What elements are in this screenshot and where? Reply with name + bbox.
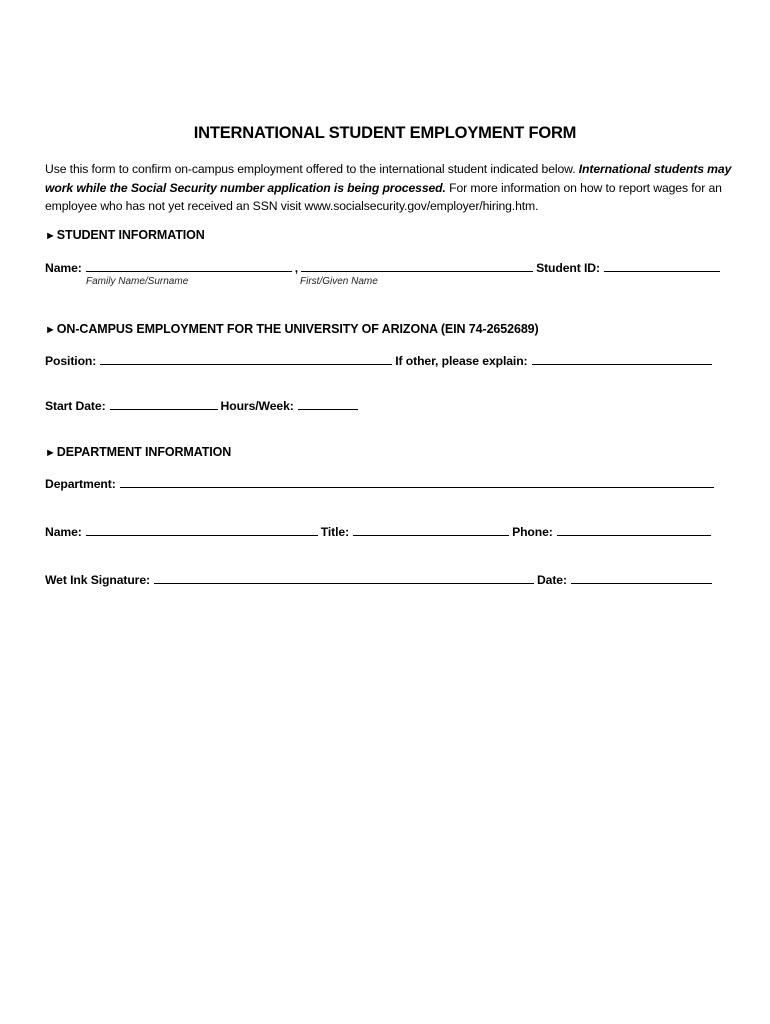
arrow-right-icon: ►	[45, 324, 56, 336]
contact-name-field[interactable]	[86, 523, 318, 536]
arrow-right-icon: ►	[45, 230, 56, 242]
name-comma: ,	[294, 261, 299, 275]
signature-field[interactable]	[154, 571, 534, 584]
department-row	[45, 475, 717, 491]
contact-title-field[interactable]	[353, 523, 509, 536]
signature-date-field[interactable]	[571, 571, 712, 584]
signature-date-label: Date:	[536, 573, 567, 587]
contact-title-label: Title:	[320, 525, 350, 539]
student-id-field[interactable]	[604, 259, 720, 272]
start-date-row	[45, 397, 361, 413]
position-row	[45, 352, 715, 368]
given-name-field[interactable]	[301, 259, 533, 272]
family-name-caption: Family Name/Surname	[86, 276, 189, 287]
other-explain-field[interactable]	[532, 352, 712, 365]
department-label: Department:	[45, 477, 116, 491]
other-explain-label: If other, please explain:	[395, 354, 528, 368]
student-name-row	[45, 259, 723, 275]
hours-week-field[interactable]	[298, 397, 358, 410]
employment-heading-text: ON-CAMPUS EMPLOYMENT FOR THE UNIVERSITY OF ARIZONA (EIN 74-2652689)	[56, 322, 539, 336]
arrow-right-icon: ►	[45, 447, 56, 459]
department-section-heading	[45, 445, 231, 459]
start-date-field[interactable]	[110, 397, 218, 410]
start-date-label: Start Date:	[45, 399, 106, 413]
intro-emphasis: International students may work while the Social Security number application is being processed.	[45, 162, 732, 195]
contact-phone-field[interactable]	[557, 523, 711, 536]
position-label: Position:	[45, 354, 97, 368]
contact-phone-label: Phone:	[512, 525, 553, 539]
contact-name-label: Name:	[45, 525, 82, 539]
contact-row	[45, 523, 714, 539]
given-name-caption: First/Given Name	[300, 276, 378, 287]
department-heading-text: DEPARTMENT INFORMATION	[56, 445, 232, 459]
family-name-field[interactable]	[86, 259, 292, 272]
department-field[interactable]	[120, 475, 714, 488]
student-id-label: Student ID:	[536, 261, 600, 275]
student-section-heading	[45, 228, 205, 242]
position-field[interactable]	[100, 352, 392, 365]
signature-row	[45, 571, 715, 587]
student-heading-text: STUDENT INFORMATION	[56, 228, 205, 242]
intro-text-1: Use this form to confirm on-campus employment offered to the international student indicated below.	[45, 162, 579, 176]
signature-label: Wet Ink Signature:	[45, 573, 150, 587]
employment-section-heading	[45, 322, 539, 336]
form-title: INTERNATIONAL STUDENT EMPLOYMENT FORM	[193, 124, 577, 142]
hours-week-label: Hours/Week:	[220, 399, 294, 413]
intro-paragraph	[45, 160, 735, 216]
intro-text-2: For more information on how to report wages for an employee who has not yet received an SSN visit www.socialsecurity.gov/employer/hiring.htm.	[45, 180, 722, 213]
name-label: Name:	[45, 261, 82, 275]
